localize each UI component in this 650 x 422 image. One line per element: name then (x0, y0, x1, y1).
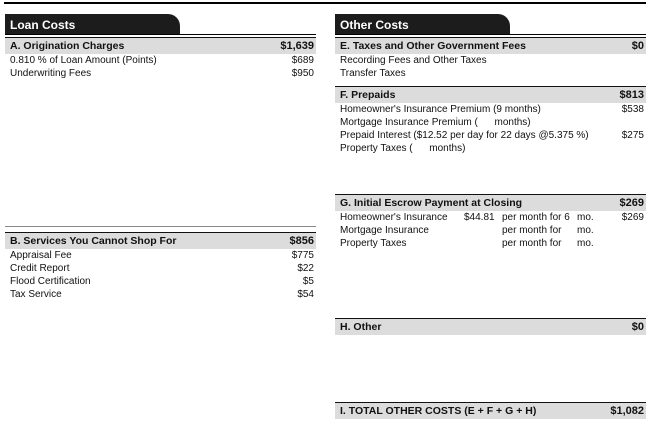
escrow-label: Mortgage Insurance (340, 225, 429, 236)
line-item-amount: $689 (291, 55, 314, 66)
other-costs-column (335, 14, 646, 422)
tab-rule (335, 34, 646, 35)
total-other-costs-section (335, 402, 646, 419)
line-item-amount: $775 (291, 250, 314, 261)
escrow-total: $269 (619, 197, 644, 209)
prepaids-total: $813 (619, 89, 644, 101)
total-other-costs-title: I. TOTAL OTHER COSTS (E + F + G + H) (340, 405, 537, 417)
line-item-amount: $22 (297, 263, 314, 274)
total-other-costs-amount: $1,082 (610, 405, 644, 417)
cannot-shop-section (5, 232, 316, 301)
line-item (335, 103, 646, 116)
line-item-label: Homeowner's Insurance Premium (9 months) (340, 104, 541, 115)
line-item-label: Underwriting Fees (10, 68, 92, 79)
other-costs-tab: Other Costs (335, 14, 510, 35)
line-item (335, 129, 646, 142)
loan-costs-column (5, 14, 316, 314)
escrow-row (335, 237, 646, 250)
line-item (5, 275, 316, 288)
origination-header (5, 37, 316, 54)
cannot-shop-header (5, 232, 316, 249)
other-section (335, 318, 646, 335)
line-item (5, 262, 316, 275)
taxes-header (335, 37, 646, 54)
line-item-amount: $5 (302, 276, 314, 287)
cannot-shop-title: B. Services You Cannot Shop For (10, 235, 177, 247)
escrow-mo: mo. (577, 225, 594, 236)
escrow-per: per month for (502, 238, 562, 249)
line-item (5, 54, 316, 67)
line-item (5, 249, 316, 262)
escrow-section (335, 194, 646, 250)
line-item (5, 67, 316, 80)
taxes-section (335, 37, 646, 80)
line-item-amount: $275 (621, 130, 644, 141)
origination-total: $1,639 (280, 40, 314, 52)
line-item-label: Tax Service (10, 289, 62, 300)
line-item-label: Transfer Taxes (340, 68, 406, 79)
escrow-label: Property Taxes (340, 238, 407, 249)
line-item-label: Appraisal Fee (10, 250, 72, 261)
escrow-header (335, 194, 646, 211)
line-item (335, 116, 646, 129)
origination-charges-section (5, 37, 316, 80)
other-title: H. Other (340, 321, 382, 333)
escrow-label: Homeowner's Insurance (340, 212, 448, 223)
other-header (335, 318, 646, 335)
prepaids-title: F. Prepaids (340, 89, 396, 101)
escrow-monthly: $44.81 (464, 212, 495, 223)
line-item-amount: $54 (297, 289, 314, 300)
line-item-label: Mortgage Insurance Premium ( months) (340, 117, 531, 128)
section-divider (5, 226, 316, 227)
line-item-label: Credit Report (10, 263, 70, 274)
line-item-label: Property Taxes ( months) (340, 143, 466, 154)
line-item-label: Prepaid Interest ($12.52 per day for 22 days @5.375 %) (340, 130, 589, 141)
origination-title: A. Origination Charges (10, 40, 125, 52)
escrow-mo: mo. (577, 238, 594, 249)
prepaids-header (335, 86, 646, 103)
tab-rule (5, 34, 316, 35)
line-item (335, 142, 646, 155)
escrow-per: per month for (502, 225, 562, 236)
line-item (335, 67, 646, 80)
escrow-mo: mo. (577, 212, 594, 223)
line-item (5, 288, 316, 301)
loan-costs-tab: Loan Costs (5, 14, 180, 35)
line-item-amount: $950 (291, 68, 314, 79)
top-rule (4, 2, 646, 4)
prepaids-section (335, 86, 646, 155)
line-item-amount: $538 (621, 104, 644, 115)
line-item (335, 54, 646, 67)
line-item-label: Recording Fees and Other Taxes (340, 55, 487, 66)
cannot-shop-total: $856 (289, 235, 314, 247)
line-item-label: 0.810 % of Loan Amount (Points) (10, 55, 157, 66)
escrow-title: G. Initial Escrow Payment at Closing (340, 197, 523, 209)
line-item-label: Flood Certification (10, 276, 91, 287)
escrow-per: per month for 6 (502, 212, 570, 223)
total-other-costs-header (335, 402, 646, 419)
other-total: $0 (631, 321, 644, 333)
escrow-row (335, 224, 646, 237)
escrow-amount: $269 (621, 212, 644, 223)
taxes-total: $0 (631, 40, 644, 52)
taxes-title: E. Taxes and Other Government Fees (340, 40, 526, 52)
escrow-row (335, 211, 646, 224)
